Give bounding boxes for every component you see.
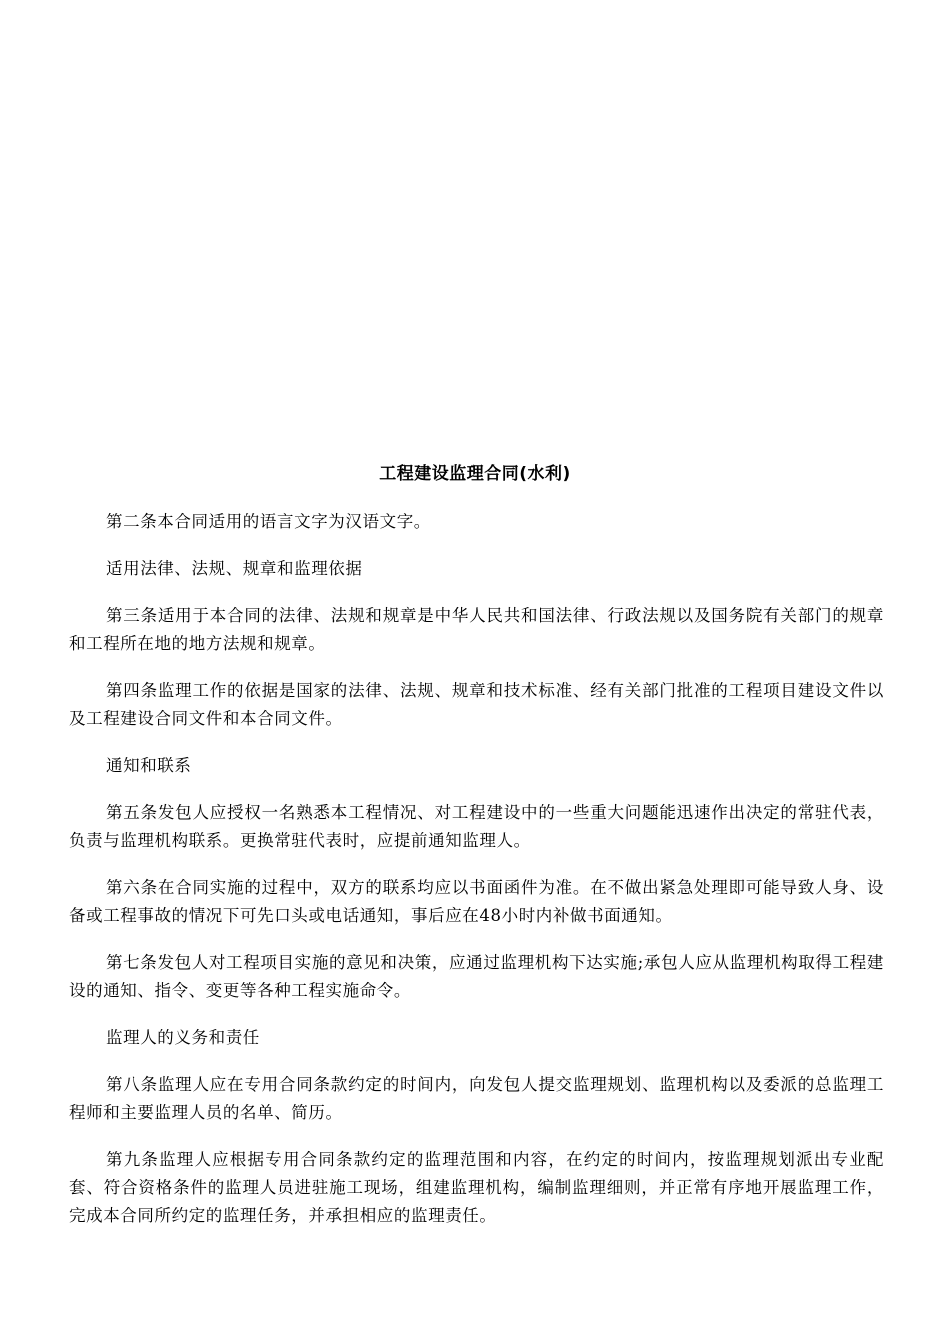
paragraph-article-8: 第八条监理人应在专用合同条款约定的时间内，向发包人提交监理规划、监理机构以及委派的总监理工程师和主要监理人员的名单、简历。: [69, 1075, 884, 1122]
document-title: 工程建设监理合同(水利): [379, 464, 571, 484]
paragraph-article-7: 第七条发包人对工程项目实施的意见和决策，应通过监理机构下达实施;承包人应从监理机构取得工程建设的通知、指令、变更等各种工程实施命令。: [69, 953, 884, 1000]
paragraph-article-9: 第九条监理人应根据专用合同条款约定的监理范围和内容，在约定的时间内，按监理规划派出专业配套、符合资格条件的监理人员进驻施工现场，组建监理机构，编制监理细则，并正常有序地开展监理工作，完成本合同所约定的监理任务，并承担相应的监理责任。: [69, 1150, 884, 1225]
document-body: [69, 508, 884, 1249]
paragraph-article-6: 第六条在合同实施的过程中，双方的联系均应以书面函件为准。在不做出紧急处理即可能导致人身、设备或工程事故的情况下可先口头或电话通知，事后应在48小时内补做书面通知。: [69, 878, 884, 925]
paragraph-article-5: 第五条发包人应授权一名熟悉本工程情况、对工程建设中的一些重大问题能迅速作出决定的常驻代表，负责与监理机构联系。更换常驻代表时，应提前通知监理人。: [69, 803, 884, 850]
section-heading-duties: 监理人的义务和责任: [106, 1028, 260, 1047]
section-heading-laws: 适用法律、法规、规章和监理依据: [106, 559, 363, 578]
paragraph-article-4: 第四条监理工作的依据是国家的法律、法规、规章和技术标准、经有关部门批准的工程项目建设文件以及工程建设合同文件和本合同文件。: [69, 681, 884, 728]
section-heading-notice: 通知和联系: [106, 756, 192, 775]
paragraph-article-3: 第三条适用于本合同的法律、法规和规章是中华人民共和国法律、行政法规以及国务院有关部门的规章和工程所在地的地方法规和规章。: [69, 606, 884, 653]
paragraph-article-2: 第二条本合同适用的语言文字为汉语文字。: [106, 512, 431, 531]
